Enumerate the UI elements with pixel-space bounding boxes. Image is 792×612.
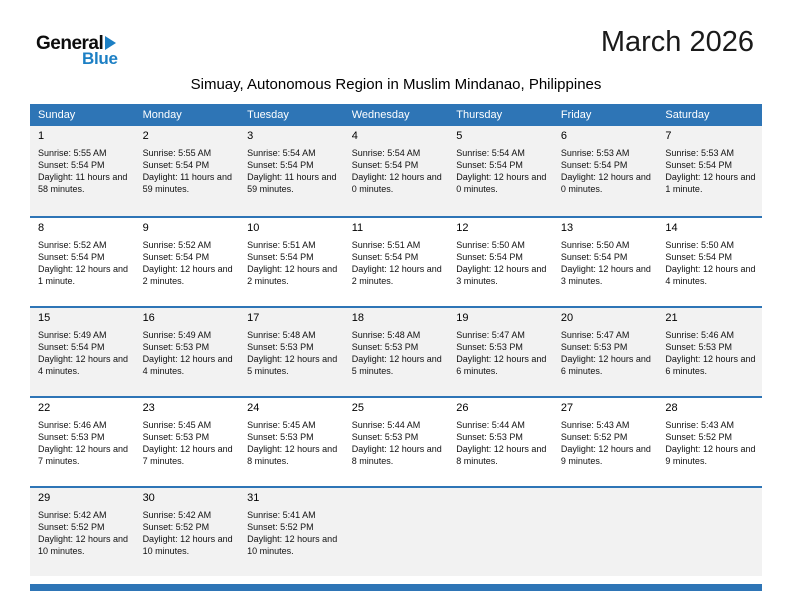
day-number: 1: [38, 130, 45, 142]
week-row-2: [30, 216, 762, 306]
week-row-4: [30, 396, 762, 486]
sunrise-text: Sunrise: 5:44 AM: [351, 420, 421, 430]
sunset-text: Sunset: 5:54 PM: [142, 160, 210, 170]
empty-day-cell: [657, 488, 762, 576]
day-cell-25[interactable]: [344, 398, 449, 486]
sunset-text: Sunset: 5:54 PM: [38, 342, 105, 352]
day-number: 10: [247, 222, 260, 234]
weekday-header-wednesday: Wednesday: [351, 109, 410, 121]
sunrise-text: Sunrise: 5:41 AM: [247, 510, 316, 520]
location-subtitle: Simuay, Autonomous Region in Muslim Mindanao, Philippines: [190, 76, 602, 93]
day-cell-7[interactable]: [657, 126, 762, 216]
sunrise-text: Sunrise: 5:54 AM: [351, 148, 421, 158]
day-number: 20: [560, 312, 574, 324]
sunrise-text: Sunrise: 5:47 AM: [456, 330, 525, 340]
sunrise-text: Sunrise: 5:50 AM: [560, 240, 630, 250]
sunset-text: Sunset: 5:54 PM: [38, 160, 105, 170]
day-number: 18: [351, 312, 364, 324]
daylight-text: Daylight: 12 hours and 6 minutes.: [560, 354, 651, 376]
day-cell-26[interactable]: [448, 398, 553, 486]
weekday-header-monday: Monday: [142, 109, 182, 121]
sunrise-text: Sunrise: 5:46 AM: [665, 330, 734, 340]
day-cell-13[interactable]: [553, 218, 658, 306]
sunset-text: Sunset: 5:54 PM: [142, 252, 210, 262]
sunrise-text: Sunrise: 5:55 AM: [38, 148, 107, 158]
day-number: 5: [456, 130, 463, 142]
day-cell-12[interactable]: [448, 218, 553, 306]
daylight-text: Daylight: 12 hours and 5 minutes.: [351, 354, 442, 376]
day-cell-6[interactable]: [553, 126, 658, 216]
sunset-text: Sunset: 5:54 PM: [247, 160, 314, 170]
sunrise-text: Sunrise: 5:43 AM: [560, 420, 630, 430]
logo-text-blue: Blue: [82, 49, 118, 68]
day-number: 25: [351, 402, 364, 414]
sunset-text: Sunset: 5:54 PM: [351, 252, 419, 262]
day-cell-23[interactable]: [135, 398, 240, 486]
sunset-text: Sunset: 5:54 PM: [456, 252, 523, 262]
day-cell-2[interactable]: [135, 126, 240, 216]
sunset-text: Sunset: 5:53 PM: [456, 342, 523, 352]
day-cell-20[interactable]: [553, 308, 658, 396]
day-cell-22[interactable]: [30, 398, 135, 486]
day-cell-15[interactable]: [30, 308, 135, 396]
day-number: 26: [456, 402, 469, 414]
sunrise-text: Sunrise: 5:51 AM: [247, 240, 316, 250]
weekday-header-saturday: Saturday: [665, 109, 710, 121]
sunset-text: Sunset: 5:53 PM: [456, 432, 523, 442]
day-number: 9: [142, 222, 149, 234]
daylight-text: Daylight: 12 hours and 9 minutes.: [560, 444, 651, 466]
day-number: 4: [351, 130, 358, 142]
sunrise-text: Sunrise: 5:49 AM: [142, 330, 212, 340]
daylight-text: Daylight: 12 hours and 1 minute.: [665, 172, 756, 194]
empty-day-cell: [553, 488, 658, 576]
sunrise-text: Sunrise: 5:44 AM: [456, 420, 525, 430]
sunrise-text: Sunrise: 5:52 AM: [142, 240, 212, 250]
daylight-text: Daylight: 12 hours and 8 minutes.: [247, 444, 338, 466]
day-cell-5[interactable]: [448, 126, 553, 216]
sunset-text: Sunset: 5:53 PM: [351, 432, 419, 442]
day-number: 23: [142, 402, 155, 414]
day-number: 21: [665, 312, 678, 324]
sunset-text: Sunset: 5:53 PM: [142, 342, 210, 352]
day-cell-14[interactable]: [657, 218, 762, 306]
daylight-text: Daylight: 12 hours and 9 minutes.: [665, 444, 756, 466]
daylight-text: Daylight: 12 hours and 2 minutes.: [142, 264, 233, 286]
daylight-text: Daylight: 11 hours and 59 minutes.: [247, 172, 337, 194]
week-row-1: [30, 126, 762, 216]
day-cell-19[interactable]: [448, 308, 553, 396]
day-number: 27: [560, 402, 574, 414]
sunset-text: Sunset: 5:53 PM: [38, 432, 105, 442]
daylight-text: Daylight: 11 hours and 59 minutes.: [142, 172, 232, 194]
day-cell-24[interactable]: [239, 398, 344, 486]
page-title: March 2026: [600, 26, 754, 58]
day-number: 6: [560, 130, 567, 142]
weekday-header-tuesday: Tuesday: [247, 109, 289, 121]
daylight-text: Daylight: 12 hours and 4 minutes.: [142, 354, 233, 376]
day-cell-17[interactable]: [239, 308, 344, 396]
weekday-header-row: [30, 104, 762, 126]
daylight-text: Daylight: 12 hours and 7 minutes.: [142, 444, 233, 466]
sunset-text: Sunset: 5:54 PM: [247, 252, 314, 262]
daylight-text: Daylight: 12 hours and 0 minutes.: [351, 172, 442, 194]
general-blue-logo: [36, 34, 118, 67]
week-row-5: [30, 486, 762, 576]
daylight-text: Daylight: 12 hours and 6 minutes.: [665, 354, 756, 376]
day-cell-31[interactable]: [239, 488, 344, 576]
sunset-text: Sunset: 5:54 PM: [351, 160, 419, 170]
week-row-3: [30, 306, 762, 396]
sunrise-text: Sunrise: 5:48 AM: [351, 330, 421, 340]
weekday-header-sunday: Sunday: [38, 109, 76, 121]
sunset-text: Sunset: 5:53 PM: [247, 432, 314, 442]
sunset-text: Sunset: 5:54 PM: [665, 160, 732, 170]
sunrise-text: Sunrise: 5:46 AM: [38, 420, 107, 430]
sunset-text: Sunset: 5:54 PM: [560, 252, 628, 262]
logo-triangle-icon: [105, 36, 116, 50]
day-number: 22: [38, 402, 51, 414]
daylight-text: Daylight: 11 hours and 58 minutes.: [38, 172, 128, 194]
sunrise-text: Sunrise: 5:52 AM: [38, 240, 107, 250]
day-number: 8: [38, 222, 45, 234]
sunset-text: Sunset: 5:52 PM: [247, 522, 314, 532]
sunset-text: Sunset: 5:54 PM: [38, 252, 105, 262]
bottom-accent-bar: [30, 584, 762, 591]
daylight-text: Daylight: 12 hours and 4 minutes.: [38, 354, 129, 376]
day-number: 15: [38, 312, 51, 324]
sunrise-text: Sunrise: 5:54 AM: [456, 148, 525, 158]
calendar-grid: [30, 126, 762, 576]
day-number: 12: [456, 222, 469, 234]
day-number: 17: [247, 312, 260, 324]
empty-day-cell: [448, 488, 553, 576]
daylight-text: Daylight: 12 hours and 3 minutes.: [560, 264, 651, 286]
sunrise-text: Sunrise: 5:42 AM: [38, 510, 107, 520]
day-number: 28: [665, 402, 678, 414]
day-cell-27[interactable]: [553, 398, 658, 486]
sunset-text: Sunset: 5:52 PM: [560, 432, 628, 442]
sunset-text: Sunset: 5:53 PM: [247, 342, 314, 352]
daylight-text: Daylight: 12 hours and 2 minutes.: [351, 264, 442, 286]
daylight-text: Daylight: 12 hours and 0 minutes.: [560, 172, 651, 194]
sunrise-text: Sunrise: 5:45 AM: [142, 420, 212, 430]
day-cell-11[interactable]: [344, 218, 449, 306]
daylight-text: Daylight: 12 hours and 10 minutes.: [38, 534, 129, 556]
day-number: 11: [351, 222, 364, 234]
sunset-text: Sunset: 5:53 PM: [560, 342, 628, 352]
day-number: 2: [142, 130, 149, 142]
sunrise-text: Sunrise: 5:55 AM: [142, 148, 212, 158]
sunrise-text: Sunrise: 5:42 AM: [142, 510, 212, 520]
day-number: 3: [247, 130, 254, 142]
daylight-text: Daylight: 12 hours and 5 minutes.: [247, 354, 338, 376]
daylight-text: Daylight: 12 hours and 0 minutes.: [456, 172, 547, 194]
sunset-text: Sunset: 5:54 PM: [456, 160, 523, 170]
daylight-text: Daylight: 12 hours and 10 minutes.: [247, 534, 338, 556]
day-number: 13: [560, 222, 574, 234]
sunrise-text: Sunrise: 5:54 AM: [247, 148, 316, 158]
sunrise-text: Sunrise: 5:47 AM: [560, 330, 630, 340]
sunset-text: Sunset: 5:53 PM: [142, 432, 210, 442]
sunrise-text: Sunrise: 5:43 AM: [665, 420, 734, 430]
weekday-header-friday: Friday: [560, 109, 592, 121]
calendar: [30, 104, 762, 591]
day-number: 29: [38, 492, 51, 504]
sunrise-text: Sunrise: 5:48 AM: [247, 330, 316, 340]
day-number: 31: [247, 492, 260, 504]
sunrise-text: Sunrise: 5:53 AM: [665, 148, 734, 158]
sunrise-text: Sunrise: 5:53 AM: [560, 148, 630, 158]
daylight-text: Daylight: 12 hours and 7 minutes.: [38, 444, 129, 466]
daylight-text: Daylight: 12 hours and 4 minutes.: [665, 264, 756, 286]
day-number: 16: [142, 312, 155, 324]
day-cell-3[interactable]: [239, 126, 344, 216]
logo-text-general: General: [36, 33, 104, 54]
day-cell-1[interactable]: [30, 126, 135, 216]
sunset-text: Sunset: 5:53 PM: [351, 342, 419, 352]
sunrise-text: Sunrise: 5:51 AM: [351, 240, 421, 250]
sunset-text: Sunset: 5:52 PM: [142, 522, 210, 532]
empty-day-cell: [344, 488, 449, 576]
day-cell-29[interactable]: [30, 488, 135, 576]
day-cell-18[interactable]: [344, 308, 449, 396]
daylight-text: Daylight: 12 hours and 10 minutes.: [142, 534, 233, 556]
day-cell-16[interactable]: [135, 308, 240, 396]
day-number: 24: [247, 402, 260, 414]
daylight-text: Daylight: 12 hours and 6 minutes.: [456, 354, 547, 376]
daylight-text: Daylight: 12 hours and 2 minutes.: [247, 264, 338, 286]
day-number: 7: [665, 130, 672, 142]
day-cell-8[interactable]: [30, 218, 135, 306]
sunset-text: Sunset: 5:54 PM: [665, 252, 732, 262]
day-number: 30: [142, 492, 155, 504]
daylight-text: Daylight: 12 hours and 3 minutes.: [456, 264, 547, 286]
sunrise-text: Sunrise: 5:49 AM: [38, 330, 107, 340]
day-number: 19: [456, 312, 469, 324]
sunrise-text: Sunrise: 5:50 AM: [665, 240, 734, 250]
daylight-text: Daylight: 12 hours and 1 minute.: [38, 264, 129, 286]
sunrise-text: Sunrise: 5:50 AM: [456, 240, 525, 250]
sunrise-text: Sunrise: 5:45 AM: [247, 420, 316, 430]
sunset-text: Sunset: 5:52 PM: [665, 432, 732, 442]
day-cell-30[interactable]: [135, 488, 240, 576]
day-cell-9[interactable]: [135, 218, 240, 306]
day-cell-21[interactable]: [657, 308, 762, 396]
day-cell-4[interactable]: [344, 126, 449, 216]
weekday-header-thursday: Thursday: [456, 109, 503, 121]
day-number: 14: [665, 222, 678, 234]
sunset-text: Sunset: 5:53 PM: [665, 342, 732, 352]
sunset-text: Sunset: 5:52 PM: [38, 522, 105, 532]
daylight-text: Daylight: 12 hours and 8 minutes.: [456, 444, 547, 466]
day-cell-28[interactable]: [657, 398, 762, 486]
day-cell-10[interactable]: [239, 218, 344, 306]
sunset-text: Sunset: 5:54 PM: [560, 160, 628, 170]
daylight-text: Daylight: 12 hours and 8 minutes.: [351, 444, 442, 466]
